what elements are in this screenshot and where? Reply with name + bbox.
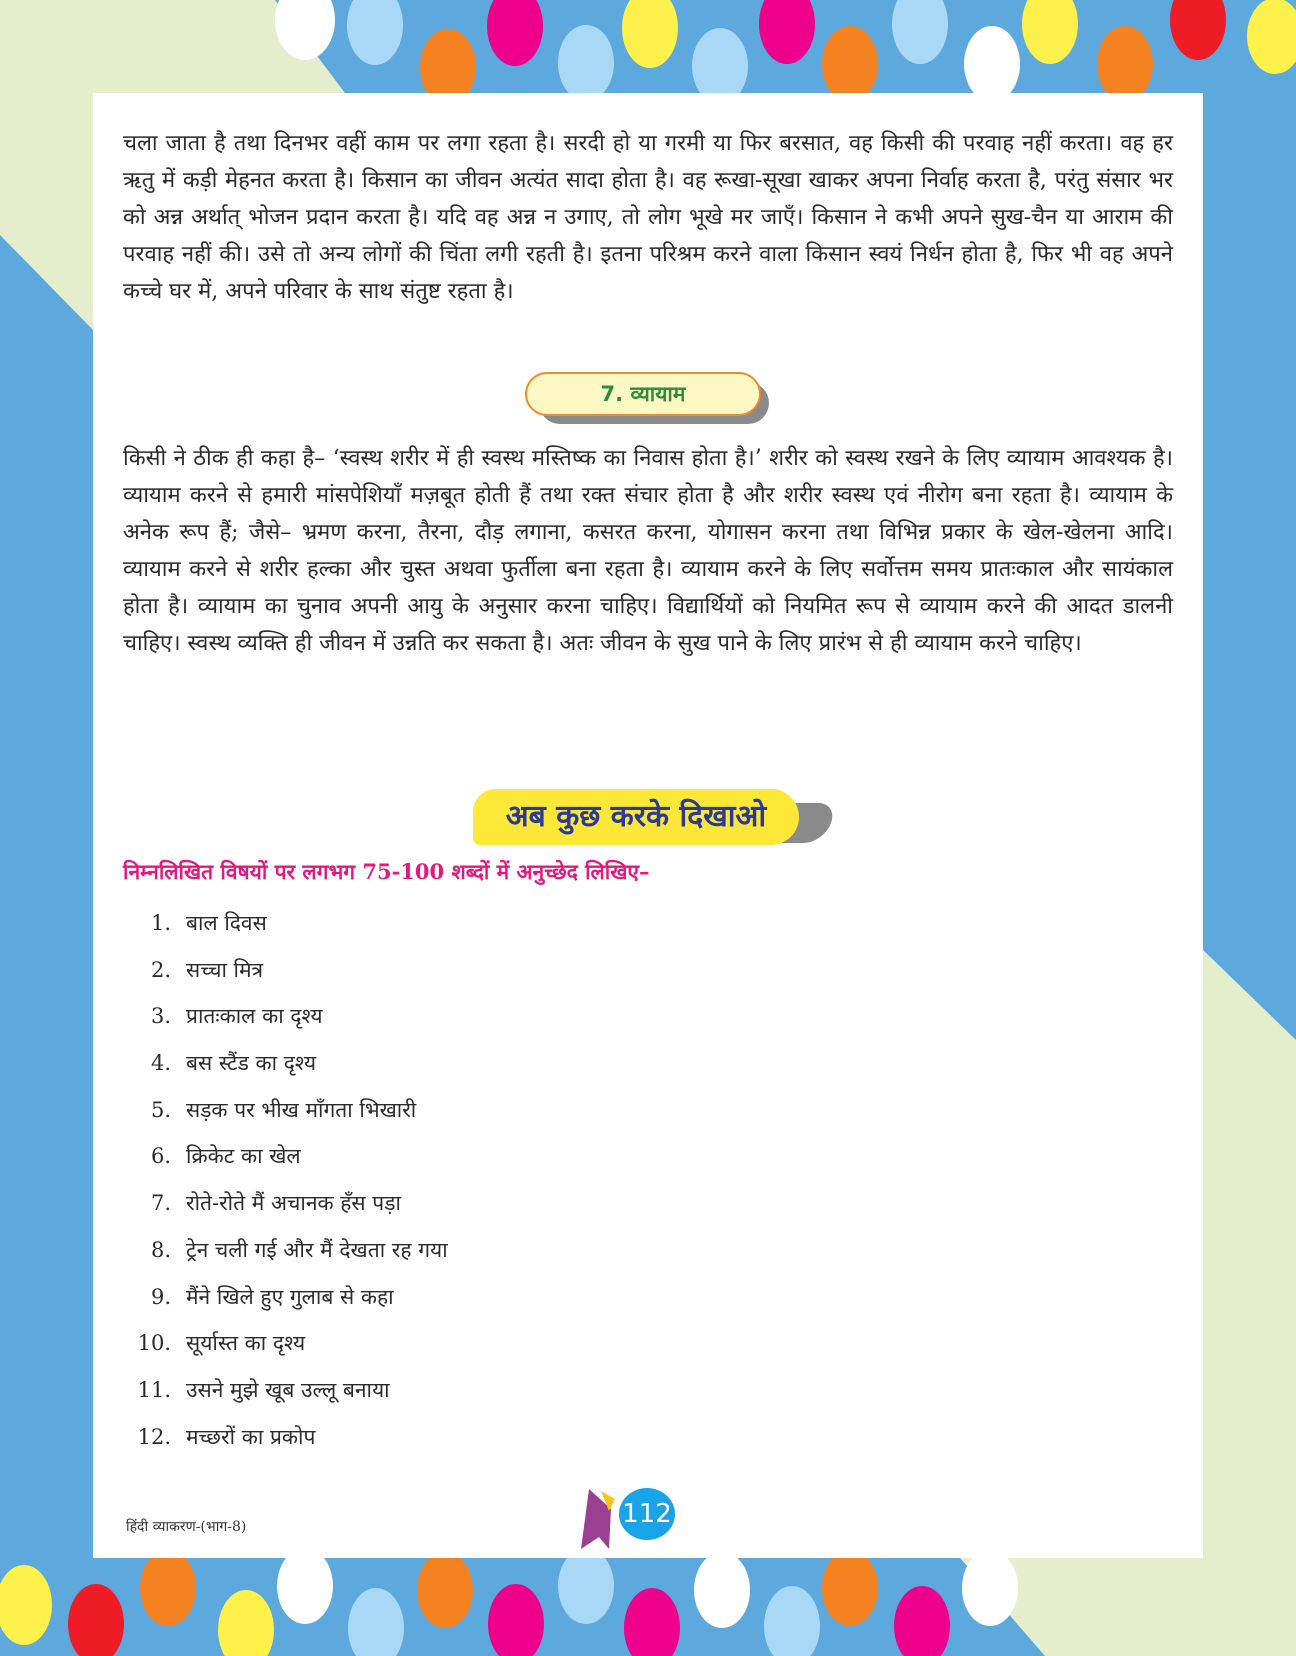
- activity-banner: [473, 789, 833, 851]
- dot: [1097, 26, 1153, 102]
- item-text: बाल दिवस: [186, 911, 267, 935]
- dot: [1247, 0, 1296, 74]
- item-text: रोते-रोते मैं अचानक हँस पड़ा: [186, 1191, 401, 1216]
- item-number: 11.: [137, 1377, 171, 1402]
- dot: [558, 25, 614, 101]
- list-item: [123, 1367, 448, 1414]
- list-item: [123, 1274, 448, 1321]
- list-item: [123, 1133, 448, 1180]
- dot: [277, 1548, 333, 1624]
- dot: [218, 1590, 274, 1656]
- dot: [347, 0, 403, 65]
- dot: [558, 1548, 614, 1624]
- item-text: क्रिकेट का खेल: [186, 1144, 301, 1169]
- dot: [622, 0, 678, 68]
- item-number: 12.: [137, 1424, 171, 1449]
- item-text: सड़क पर भीख माँगता भिखारी: [186, 1097, 417, 1122]
- dot: [1170, 0, 1226, 60]
- dot: [694, 1552, 750, 1628]
- item-text: उसने मुझे खूब उल्लू बनाया: [186, 1377, 390, 1402]
- item-number: 5.: [150, 1097, 171, 1122]
- list-item: [123, 993, 448, 1040]
- item-text: मच्छरों का प्रकोप: [186, 1424, 316, 1449]
- list-item: [123, 900, 448, 947]
- list-item: [123, 1087, 448, 1134]
- item-number: 7.: [150, 1191, 171, 1216]
- dot: [894, 1586, 950, 1656]
- item-text: बस स्टैंड का दृश्य: [186, 1051, 317, 1076]
- activity-banner-label: अब कुछ करके दिखाओ: [473, 789, 799, 845]
- dot: [140, 1550, 196, 1626]
- item-number: 8.: [150, 1237, 171, 1262]
- item-number: 4.: [150, 1051, 171, 1076]
- topic-list: [123, 900, 448, 1460]
- list-item: [123, 1227, 448, 1274]
- dot: [487, 0, 543, 66]
- list-item: [123, 1040, 448, 1087]
- dots-top: [275, 0, 1296, 105]
- dot: [892, 0, 948, 64]
- item-number: 10.: [137, 1331, 171, 1356]
- item-text: सच्चा मित्र: [186, 957, 264, 982]
- book-title-footer: हिंदी व्याकरण-(भाग-8): [126, 1519, 247, 1535]
- dot: [624, 1588, 680, 1656]
- item-text: ट्रेन चली गई और मैं देखता रह गया: [186, 1237, 448, 1262]
- paragraph-kisan-end: चला जाता है तथा दिनभर वहीं काम पर लगा रहता है। सरदी हो या गरमी या फिर बरसात, वह किसी की परवाह नहीं करता। वह हर ऋतु में कड़ी मेहनत करता है। किसान का जीवन अत्यंत सादा होता है। वह रूखा-सूखा खाकर अपना निर्वाह करता है, परंतु संसार भर को अन्न अर्थात् भोजन प्रदान करता है। यदि वह अन्न न उगाए, तो लोग भूखे मर जाएँ। किसान ने कभी अपने सुख-चैन या आराम की परवाह नहीं की। उसे तो अन्य लोगों की चिंता लगी रहती है। इतना परिश्रम करने वाला किसान स्वयं निर्धन होता है, फिर भी वह अपने कच्चे घर में, अपने परिवार के साथ संतुष्ट रहता है।: [123, 131, 1173, 304]
- dots-bottom: [0, 1548, 1018, 1656]
- dot: [964, 26, 1020, 102]
- list-item: [123, 1180, 448, 1227]
- page-number-badge: [579, 1481, 679, 1551]
- dot: [0, 1565, 52, 1645]
- item-text: मैंने खिले हुए गुलाब से कहा: [186, 1284, 394, 1309]
- dot: [417, 1552, 473, 1628]
- dot: [822, 1550, 878, 1626]
- dot: [348, 1588, 404, 1656]
- list-item: [123, 1414, 448, 1461]
- list-item: [123, 1320, 448, 1367]
- item-text: प्रातःकाल का दृश्य: [186, 1004, 323, 1029]
- exercise-instruction: निम्नलिखित विषयों पर लगभग 75-100 शब्दों में अनुच्छेद लिखिए–: [123, 859, 650, 884]
- list-item: [123, 947, 448, 994]
- section-heading-vyayam: [525, 372, 765, 420]
- dot: [822, 26, 878, 102]
- dot: [962, 1550, 1018, 1626]
- dot: [488, 1584, 544, 1656]
- item-number: 9.: [150, 1284, 171, 1309]
- item-number: 3.: [150, 1004, 171, 1029]
- dot: [1022, 0, 1078, 64]
- item-number: 2.: [150, 957, 171, 982]
- section-heading-label: 7. व्यायाम: [525, 372, 761, 416]
- item-number: 6.: [150, 1144, 171, 1169]
- dot: [764, 1586, 820, 1656]
- item-number: 1.: [150, 911, 171, 935]
- page-sheet: [93, 93, 1203, 1558]
- item-text: सूर्यास्त का दृश्य: [186, 1331, 306, 1356]
- page-number: 112: [622, 1499, 672, 1529]
- paragraph-vyayam: किसी ने ठीक ही कहा है– ‘स्वस्थ शरीर में ही स्वस्थ मस्तिष्क का निवास होता है।’ शरीर को स्वस्थ रखने के लिए व्यायाम आवश्यक है। व्यायाम करने से हमारी मांसपेशियाँ मज़बूत होती हैं तथा रक्त संचार होता है और शरीर स्वस्थ एवं नीरोग बना रहता है। व्यायाम के अनेक रूप हैं; जैसे– भ्रमण करना, तैरना, दौड़ लगाना, कसरत करना, योगासन करना तथा विभिन्न प्रकार के खेल-खेलना आदि। व्यायाम करने से शरीर हल्का और चुस्त अथवा फुर्तीला बना रहता है। व्यायाम करने के लिए सर्वोत्तम समय प्रातःकाल और सायंकाल होता है। व्यायाम का चुनाव अपनी आयु के अनुसार करना चाहिए। विद्यार्थियों को नियमित रूप से व्यायाम करने की आदत डालनी चाहिए। स्वस्थ व्यक्ति ही जीवन में उन्नति कर सकता है। अतः जीवन के सुख पाने के लिए प्रारंभ से ही व्यायाम करने चाहिए।: [123, 446, 1173, 656]
- dot: [759, 0, 815, 64]
- dot: [68, 1584, 124, 1656]
